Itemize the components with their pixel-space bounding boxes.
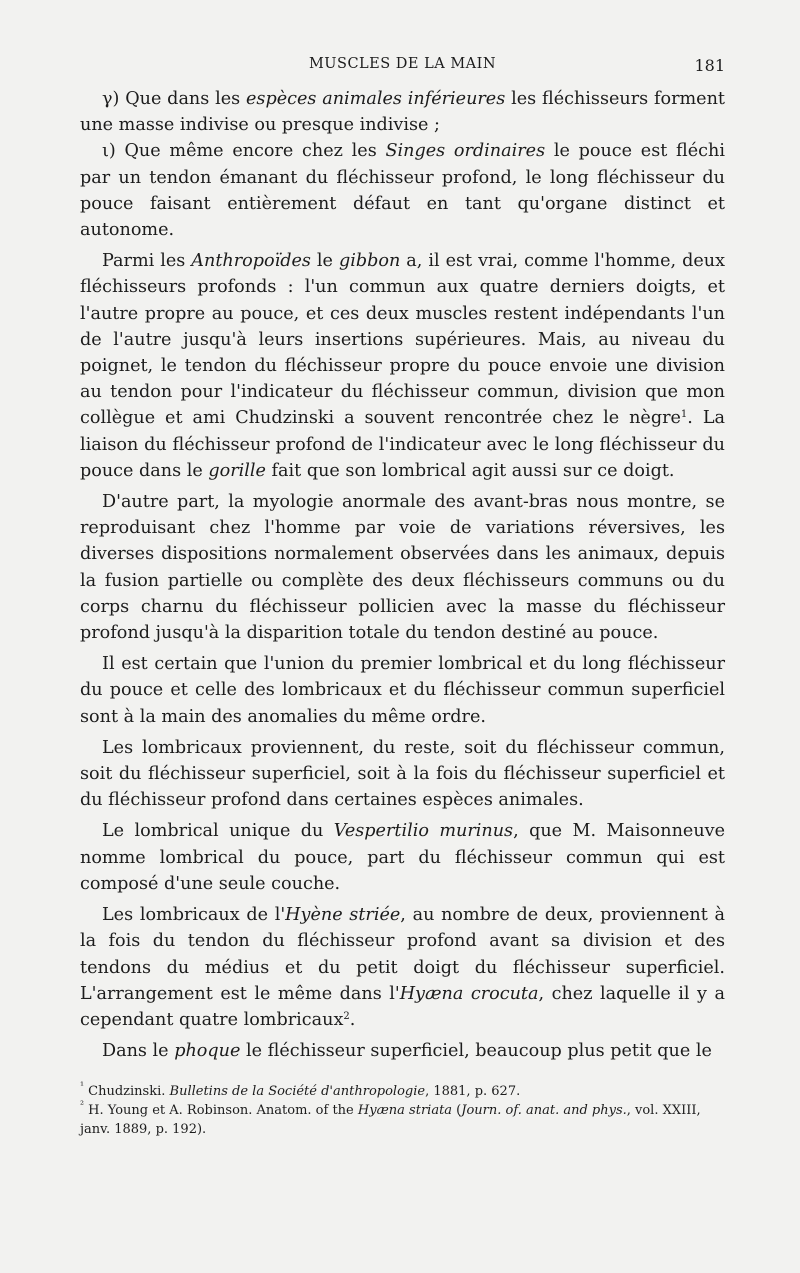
paragraph-3: Parmi les Anthropoïdes le gibbon a, il est vrai, comme l'homme, deux fléchisseurs profonds : l'un commun aux quatre derniers doigts, et l'autre propre au pouce, et ces deux muscles restent indépendants l'un de l'autre jusqu'à leurs insertions supérieures. Mais, au niveau du poignet, le tendon du fléchisseur propre du pouce envoie une division au tendon pour l'indicateur du fléchisseur commun, division que mon collègue et ami Chudzinski a souvent rencontrée chez le nègre$^1$. La liaison du fléchisseur profond de l'indicateur avec le long fléchisseur du pouce dans le gorille fait que son lombrical agit aussi sur ce doigt. — [80, 251, 725, 481]
paragraph-2: ι) Que même encore chez les Singes ordinaires le pouce est fléchi par un tendon émanant du fléchisseur profond, le long fléchisseur du pouce faisant entièrement défaut en tant qu'organe distinct et autonome. — [80, 141, 725, 241]
page-header — [80, 56, 725, 80]
running-head: MUSCLES DE LA MAIN — [308, 56, 497, 72]
footnote-ref-1: 1 — [680, 409, 688, 421]
paragraph-9: Dans le phoque le fléchisseur superficiel, beaucoup plus petit que le — [102, 1041, 712, 1062]
paragraph-5: Il est certain que l'union du premier lombrical et du long fléchisseur du pouce et celle des lombricaux et du fléchisseur commun superficiel sont à la main des anomalies du même ordre. — [80, 654, 725, 727]
footnote-2: $^{^2}$ H. Young et A. Robinson. Anatom. of the Hyæna striata (Journ. of. anat. and phys., vol. XXIII, janv. 1889, p. 192). — [80, 1100, 701, 1137]
footnotes — [80, 1082, 725, 1139]
paragraph-1: γ) Que dans les espèces animales inférieures les fléchisseurs forment une masse indivise ou presque indivise ; — [80, 89, 725, 136]
footnote-ref-2: 2 — [343, 1010, 350, 1022]
paragraph-7: Le lombrical unique du Vespertilio murinus, que M. Maisonneuve nomme lombrical du pouce, part du fléchisseur commun qui est composé d'une seule couche. — [80, 821, 725, 894]
body-text — [80, 86, 725, 1064]
paragraph-8: Les lombricaux de l'Hyène striée, au nombre de deux, proviennent à la fois du tendon du fléchisseur profond avant sa division et des tendons du médius et du petit doigt du fléchisseur superficiel. L'arrangement est le même dans l'Hyæna crocuta, chez laquelle il y a cependant quatre lombricaux$^2$. — [80, 905, 725, 1030]
paragraph-6: Les lombricaux proviennent, du reste, soit du fléchisseur commun, soit du fléchisseur superficiel, soit à la fois du fléchisseur superficiel et du fléchisseur profond dans certaines espèces animales. — [80, 737, 725, 811]
paragraph-4: D'autre part, la myologie anormale des avant-bras nous montre, se reproduisant chez l'homme par voie de variations réversives, les diverses dispositions normalement observées dans les animaux, depuis la fusion partielle ou complète des deux fléchisseurs communs ou du corps charnu du fléchisseur pollicien avec la masse du fléchisseur profond jusqu'à la disparition totale du tendon destiné au pouce. — [80, 492, 725, 644]
page-number: 181 — [694, 56, 725, 75]
footnote-1: $^{^1}$ Chudzinski. Bulletins de la Société d'anthropologie, 1881, p. 627. — [80, 1081, 521, 1099]
